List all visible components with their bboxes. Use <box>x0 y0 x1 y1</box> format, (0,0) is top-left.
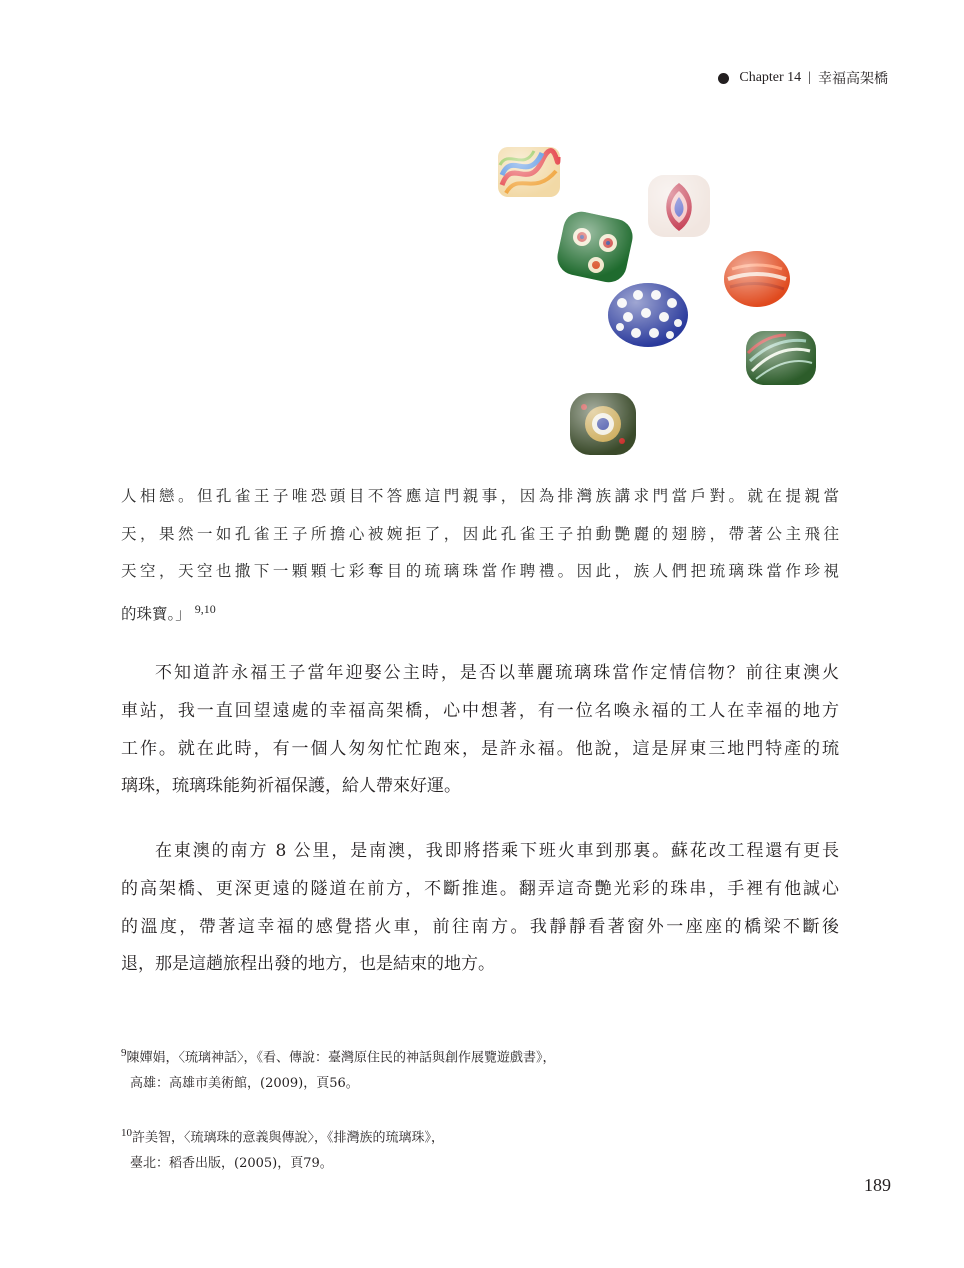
footnote-text: 許美智，〈琉璃珠的意義與傳說〉，《排灣族的琉璃珠》， <box>132 1130 445 1146</box>
header-separator: | <box>808 70 811 85</box>
footnote-text: 陳嬋娟，〈琉璃神話〉，《看、傳說：臺灣原住民的神話與創作展覽遊戲書》， <box>126 1050 556 1066</box>
footnote-line <box>121 1040 556 1071</box>
quote-line-text: 的珠寶。」 <box>121 604 191 623</box>
chapter-title: 幸福高架橋 <box>818 71 888 87</box>
page-number: 189 <box>864 1175 891 1195</box>
footnote-line: 高雄：高雄市美術館，(2009)，頁56。 <box>130 1076 359 1092</box>
dark-eye-bead <box>570 393 636 455</box>
footnote-line <box>121 1120 444 1151</box>
footnote <box>121 1040 556 1097</box>
paragraph-line: 工作。就在此時，有一個人匆匆忙忙跑來，是許永福。他說，這是屏東三地門特產的琉 <box>121 738 839 759</box>
glass-beads-illustration <box>480 135 840 475</box>
paragraph-line: 車站，我一直回望遠處的幸福高架橋，心中想著，有一位名喚永福的工人在幸福的地方 <box>121 700 839 721</box>
bullet-icon <box>718 73 729 84</box>
paragraph-line: 不知道許永福王子當年迎娶公主時，是否以華麗琉璃珠當作定情信物？前往東澳火 <box>155 663 839 683</box>
paragraph <box>121 655 839 806</box>
quote-line-last <box>121 591 839 634</box>
paragraph-line: 璃珠，琉璃珠能夠祈福保護，給人帶來好運。 <box>121 776 461 797</box>
green-streaked-bead <box>746 331 816 385</box>
running-header <box>718 68 888 88</box>
blue-dotted-bead <box>608 283 688 347</box>
red-striped-bead <box>724 251 790 307</box>
legend-quote <box>121 478 839 633</box>
footnote-number: 9 <box>121 1047 127 1059</box>
quote-line: 天空，天空也撒下一顆顆七彩奪目的琉璃珠當作聘禮。因此，族人們把琉璃珠當作珍視 <box>121 562 839 580</box>
quote-line: 天，果然一如孔雀王子所擔心被婉拒了，因此孔雀王子拍動艷麗的翅膀，帶著公主飛往 <box>121 524 839 543</box>
paragraph-line: 退，那是這趟旅程出發的地方，也是結束的地方。 <box>121 954 495 975</box>
footnote-number: 10 <box>121 1127 132 1139</box>
footnote-reference: 9,10 <box>194 601 216 616</box>
paragraph-line: 的溫度，帶著這幸福的感覺搭火車，前往南方。我靜靜看著窗外一座座的橋梁不斷後 <box>121 916 839 937</box>
footnote <box>121 1120 444 1177</box>
feather-bead <box>648 175 710 237</box>
quote-line: 人相戀。但孔雀王子唯恐頭目不答應這門親事，因為排灣族講求門當戶對。就在提親當 <box>121 487 839 505</box>
chapter-label: Chapter 14 <box>739 70 802 85</box>
paragraph <box>121 833 839 984</box>
paragraph-line: 在東澳的南方 8 公里，是南澳，我即將搭乘下班火車到那裏。蘇花改工程還有更長 <box>155 841 839 861</box>
rainbow-bead <box>498 147 560 197</box>
paragraph-line: 的高架橋、更深更遠的隧道在前方，不斷推進。翻弄這奇艷光彩的珠串，手裡有他誠心 <box>121 878 839 899</box>
footnote-line: 臺北：稻香出版，(2005)，頁79。 <box>130 1156 333 1172</box>
green-eye-bead <box>554 208 636 285</box>
